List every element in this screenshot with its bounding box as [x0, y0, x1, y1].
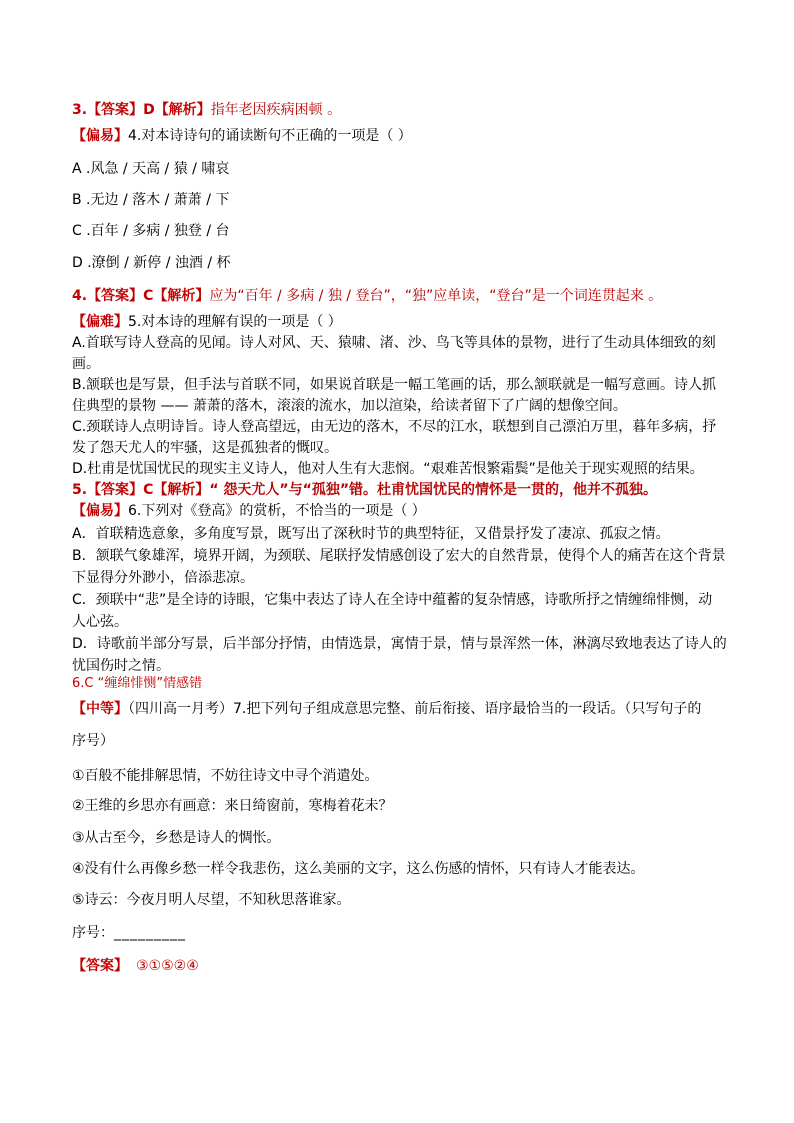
jiexi-tag: 【解析】 [153, 288, 210, 304]
q6-answer-line: 6.C “缠绵悱恻”情感错 [72, 676, 203, 691]
difficulty-tag: 【偏易】 [72, 503, 128, 519]
question-stem: 5.对本诗的理解有误的一项是（ ） [128, 314, 342, 330]
answer-blank: _________ [114, 925, 186, 941]
q5-line-5: C.颈联诗人点明诗旨。诗人登高望远，由无边的落木，不尽的江水，联想到自己漂泊万里，暮年多病，抒 [72, 419, 717, 435]
q4-option-a: A .风急 / 天高 / 猿 / 啸哀 [72, 161, 230, 177]
answer-choice: D [143, 102, 155, 118]
answer-number: 4. [72, 288, 88, 304]
q5-answer-line [72, 481, 657, 499]
blank-label: 序号： [72, 925, 114, 941]
q6-line-2: B．颔联气象雄浑，境界开阔，为颈联、尾联抒发情感创设了宏大的自然背景，使得个人的痛苦在这个背景 [72, 548, 726, 564]
answer-tag: 【答案】 [87, 482, 144, 498]
answer-sequence: ③①⑤②④ [136, 958, 199, 974]
q7-answer-line [72, 957, 199, 975]
q5-line-7: D.杜甫是忧国忧民的现实主义诗人，他对人生有大悲悯。“艰难苦恨繁霜鬓”是他关于现实观照的结果。 [72, 461, 704, 477]
jiexi-text: “ 怨天尤人”与“孤独”错。杜甫忧国忧民的情怀是一贯的，他并不孤独。 [209, 482, 658, 498]
difficulty-tag: 【中等】 [72, 701, 128, 717]
question-stem: 6.下列对《登高》的赏析，不恰当的一项是（ ） [128, 503, 426, 519]
q7-answer-blank-line [72, 924, 186, 942]
q4-option-b: B .无边 / 落木 / 萧萧 / 下 [72, 192, 230, 208]
q4-option-c: C .百年 / 多病 / 独登 / 台 [72, 223, 230, 239]
q6-line-5: 人心弦。 [72, 614, 128, 630]
q7-sentence-4: ④没有什么再像乡愁一样令我悲伤，这么美丽的文字，这么伤感的情怀，只有诗人才能表达。 [72, 861, 645, 877]
q7-sentence-5: ⑤诗云：今夜月明人尽望，不知秋思落谁家。 [72, 892, 351, 908]
q7-stem-line-2: 序号） [72, 733, 114, 749]
jiexi-tag: 【解析】 [153, 482, 210, 498]
q6-line-6: D．诗歌前半部分写景，后半部分抒情，由情选景，寓情于景，情与景浑然一体，淋漓尽致地表达了诗人的 [72, 636, 727, 652]
difficulty-tag: 【偏难】 [72, 314, 128, 330]
q4-stem-line [72, 127, 412, 145]
answer-number: 3. [72, 102, 88, 118]
q7-sentence-2: ②王维的乡思亦有画意：来日绮窗前，寒梅着花未？ [72, 798, 393, 814]
q5-line-6: 发了怨天尤人的牢骚，这是孤独者的慨叹。 [72, 440, 338, 456]
q7-stem-line-1 [72, 700, 701, 718]
answer-choice: C [143, 288, 154, 304]
question-stem: （四川高一月考）7.把下列句子组成意思完整、前后衔接、语序最恰当的一段话。（只写句子的 [128, 701, 702, 717]
jiexi-text: 应为“百年 / 多病 / 独 / 登台”，“独”应单读，“登台”是一个词连贯起来 。 [209, 288, 663, 304]
q6-line-3: 下显得分外渺小，倍添悲凉。 [72, 570, 254, 586]
q4-option-d: D .潦倒 / 新停 / 浊酒 / 杯 [72, 255, 231, 271]
question-stem: 4.对本诗诗句的诵读断句不正确的一项是（ ） [128, 128, 412, 144]
answer-tag: 【答案】 [87, 102, 144, 118]
answer-choice: C [143, 482, 154, 498]
q6-line-4: C．颈联中“悲”是全诗的诗眼，它集中表达了诗人在全诗中蕴蓄的复杂情感，诗歌所抒之情缠绵悱恻，动 [72, 592, 713, 608]
q7-sentence-3: ③从古至今，乡愁是诗人的惆怅。 [72, 830, 281, 846]
q5-line-4: 住典型的景物 —— 萧萧的落木，滚滚的流水，加以渲染，给读者留下了广阔的想像空间。 [72, 398, 627, 414]
q6-line-7: 忧国伤时之情。 [72, 658, 170, 674]
answer-tag: 【答案】 [72, 958, 128, 974]
answer-number: 5. [72, 482, 88, 498]
q6-line-1: A．首联精选意象，多角度写景，既写出了深秋时节的典型特征，又借景抒发了凄凉、孤寂之情。 [72, 526, 670, 542]
q5-line-3: B.颔联也是写景，但手法与首联不同，如果说首联是一幅工笔画的话，那么颔联就是一幅写意画。诗人抓 [72, 377, 717, 393]
q4-answer-line [72, 287, 662, 305]
jiexi-text: 指年老因疾病困顿 。 [210, 102, 342, 118]
q5-line-2: 画。 [72, 356, 100, 372]
q3-answer-line [72, 101, 341, 119]
q6-stem-line [72, 502, 426, 520]
difficulty-tag: 【偏易】 [72, 128, 128, 144]
q7-sentence-1: ①百般不能排解思情，不妨往诗文中寻个消遣处。 [72, 768, 379, 784]
answer-tag: 【答案】 [87, 288, 144, 304]
jiexi-tag: 【解析】 [154, 102, 211, 118]
q5-line-1: A.首联写诗人登高的见闻。诗人对风、天、猿啸、渚、沙、鸟飞等具体的景物，进行了生动具体细致的刻 [72, 335, 716, 351]
q5-stem-line [72, 313, 342, 331]
